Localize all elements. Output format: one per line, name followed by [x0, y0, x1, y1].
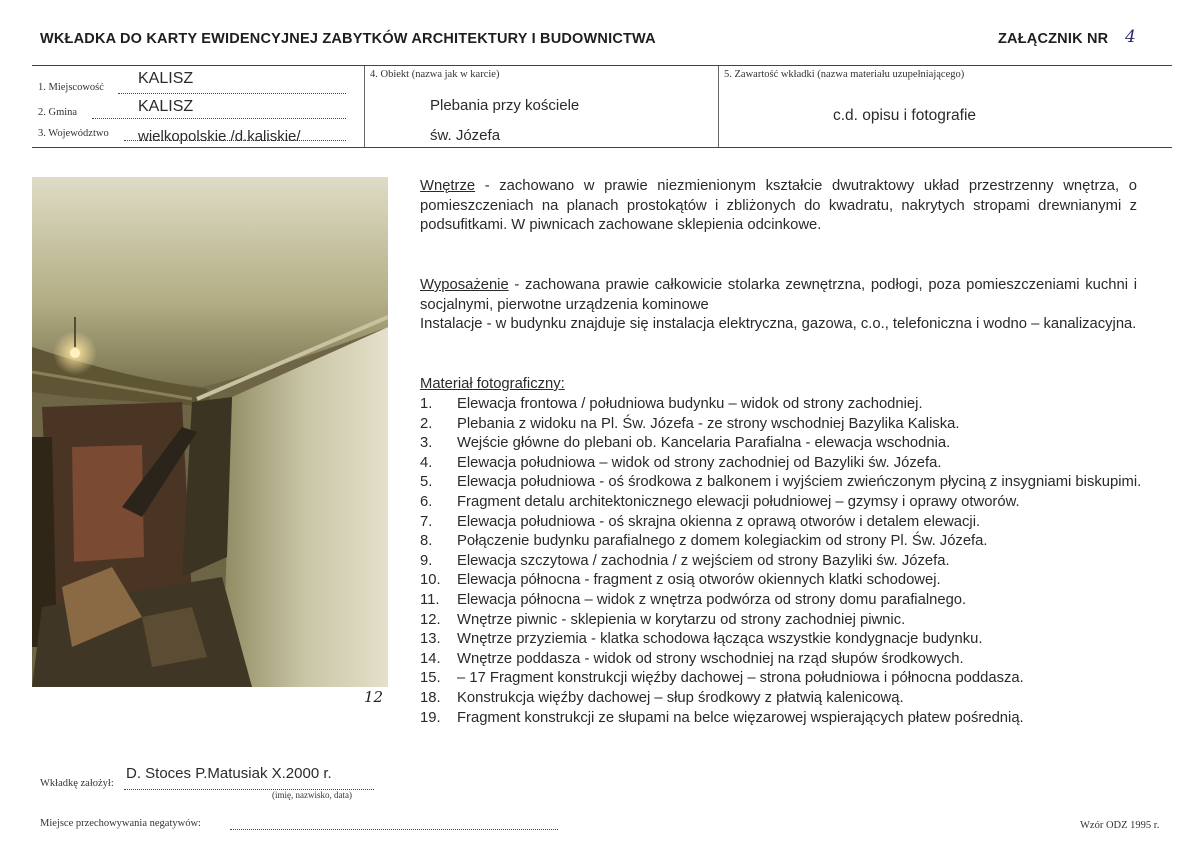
table-top-border [32, 65, 1172, 66]
photo-list-item [420, 552, 1150, 572]
photo-list-number: 11. [420, 591, 440, 608]
photo-list-number: 7. [420, 513, 433, 530]
photo-list-item [420, 591, 1150, 611]
photo-list-number: 13. [420, 631, 441, 648]
photo-list-item [420, 395, 1150, 415]
photo-list-text: Plebania z widoku na Pl. Św. Józefa - ze strony wschodniej Bazylika Kaliska. [457, 415, 960, 432]
photo-list-number: 10. [420, 572, 441, 589]
zawartosc-label: 5. Zawartość wkładki (nazwa materiału uzupełniającego) [724, 69, 965, 80]
negatywy-label: Miejsce przechowywania negatywów: [40, 818, 201, 829]
photo-list-item [420, 669, 1150, 689]
photo-list-text: Wejście główne do plebani ob. Kancelaria Parafialna - elewacja wschodnia. [457, 435, 951, 452]
photo-list-item [420, 473, 1150, 493]
photo-list-text: Połączenie budynku parafialnego z domem kolegiackim od strony Pl. Św. Józefa. [457, 533, 988, 550]
gmina-dots [92, 118, 346, 119]
wzor-label: Wzór ODZ 1995 r. [1080, 820, 1160, 831]
photo-list-text: Konstrukcja więźby dachowej – słup środkowy z płatwią kalenicową. [457, 689, 904, 706]
photo-list-text: Elewacja południowa - oś skrajna okienna z oprawą otworów i detalem elewacji. [457, 513, 981, 530]
column-divider-2 [718, 66, 719, 147]
photo-list-text: Elewacja południowa – widok od strony zachodniej od Bazyliki św. Józefa. [457, 454, 942, 471]
wnetrze-paragraph [420, 177, 1137, 236]
photo-list-number: 3. [420, 435, 433, 452]
photo-list-number: 15. [420, 670, 441, 687]
photo-list-text: Wnętrze piwnic - sklepienia w korytarzu od strony zachodniej piwnic. [457, 611, 906, 628]
photo-list-number: 14. [420, 650, 441, 667]
photo-list-item [420, 611, 1150, 631]
photo-list-item [420, 650, 1150, 670]
table-bottom-border [32, 147, 1172, 148]
zalozyl-value: D. Stoces P.Matusiak X.2000 r. [126, 765, 332, 782]
material-heading: Materiał fotograficzny: [420, 376, 565, 392]
photo-list-item [420, 454, 1150, 474]
photo-list-number: 5. [420, 474, 433, 491]
photo-list-text: Fragment konstrukcji ze słupami na belce więzarowej wspierających płatew pośrednią. [457, 709, 1024, 726]
zalozyl-label: Wkładkę założył: [40, 778, 114, 789]
obiekt-label: 4. Obiekt (nazwa jak w karcie) [370, 69, 500, 80]
miejscowosc-value: KALISZ [138, 70, 194, 87]
wnetrze-text: - zachowano w prawie niezmienionym kształcie dwutraktowy układ przestrzenny wnętrza, o pomieszczeniach na planach prostokątów i zbliżonych do kwadratu, nakrytych stropami drewnianymi z podsufitkami. W piwnicach zachowane sklepienia odcinkowe. [420, 178, 1137, 234]
photo-list-item [420, 630, 1150, 650]
cellar-photo [32, 177, 388, 687]
column-divider-1 [364, 66, 365, 147]
photo-list-number: 8. [420, 533, 433, 550]
photo-list-text: Elewacja południowa - oś środkowa z balkonem i wyjściem zwieńczonym płyciną z insygniami biskupimi. [457, 474, 1142, 491]
photo-list-item [420, 493, 1150, 513]
gmina-label: 2. Gmina [38, 107, 78, 118]
photo-list-text: Elewacja frontowa / południowa budynku – widok od strony zachodniej. [457, 396, 923, 412]
wyposazenie-text: - zachowana prawie całkowicie stolarka zewnętrzna, podłogi, poza pomieszczeniami kuchni i socjalnymi, pierwotne urządzenia kominowe [420, 277, 1137, 313]
photo-list-text: Wnętrze poddasza - widok od strony wschodniej na rząd słupów środkowych. [457, 650, 964, 667]
photo-list-text: – 17 Fragment konstrukcji więźby dachowej – strona południowa i północna poddasza. [457, 670, 1024, 687]
photo-list-item [420, 532, 1150, 552]
photo-list-item [420, 571, 1150, 591]
gmina-value: KALISZ [138, 98, 194, 115]
photo-list-text: Wnętrze przyziemia - klatka schodowa łącząca wszystkie kondygnacje budynku. [457, 631, 983, 648]
attachment-label: ZAŁĄCZNIK NR [998, 31, 1109, 47]
photo-caption: 12 [364, 688, 384, 706]
wyposazenie-heading: Wyposażenie [420, 277, 509, 293]
photo-list-item [420, 434, 1150, 454]
negatywy-dots [230, 829, 558, 830]
obiekt-value-line1: Plebania przy kościele [430, 97, 580, 114]
wojewodztwo-label: 3. Województwo [38, 128, 109, 139]
photo-list [420, 395, 1150, 728]
wyposazenie-paragraph [420, 276, 1137, 315]
photo-list-item [420, 689, 1150, 709]
photo-list-text: Fragment detalu architektonicznego elewacji południowej – gzymsy i oprawy otworów. [457, 493, 1020, 510]
photo-list-number: 12. [420, 611, 441, 628]
photo-list-text: Elewacja północna – widok z wnętrza podwórza od strony domu parafialnego. [457, 591, 967, 608]
form-title: WKŁADKA DO KARTY EWIDENCYJNEJ ZABYTKÓW ARCHITEKTURY I BUDOWNICTWA [40, 31, 656, 47]
photo-list-item [420, 709, 1150, 729]
attachment-number: 4 [1125, 27, 1136, 47]
instalacje-paragraph: Instalacje - w budynku znajduje się instalacja elektryczna, gazowa, c.o., telefoniczna i wodno – kanalizacyjna. [420, 316, 1137, 332]
photo-list-number: 18. [420, 689, 441, 706]
photo-list-number: 2. [420, 415, 433, 432]
photo-list-text: Elewacja północna - fragment z osią otworów okiennych klatki schodowej. [457, 572, 941, 589]
miejscowosc-label: 1. Miejscowość [38, 82, 104, 93]
wnetrze-heading: Wnętrze [420, 178, 476, 194]
zawartosc-value: c.d. opisu i fotografie [833, 107, 977, 124]
obiekt-value-line2: św. Józefa [430, 127, 501, 144]
photo-list-number: 1. [420, 396, 433, 412]
photo-list-number: 6. [420, 493, 433, 510]
photo-list-number: 19. [420, 709, 441, 726]
zalozyl-hint: (imię, nazwisko, data) [272, 790, 352, 800]
miejscowosc-dots [118, 93, 346, 94]
photo-list-text: Elewacja szczytowa / zachodnia / z wejściem od strony Bazyliki św. Józefa. [457, 552, 950, 569]
photo-list-number: 9. [420, 552, 433, 569]
photo-list-item [420, 513, 1150, 533]
photo-list-item [420, 415, 1150, 435]
wojewodztwo-value: wielkopolskie /d.kaliskie/ [138, 128, 301, 145]
photo-list-number: 4. [420, 454, 433, 471]
